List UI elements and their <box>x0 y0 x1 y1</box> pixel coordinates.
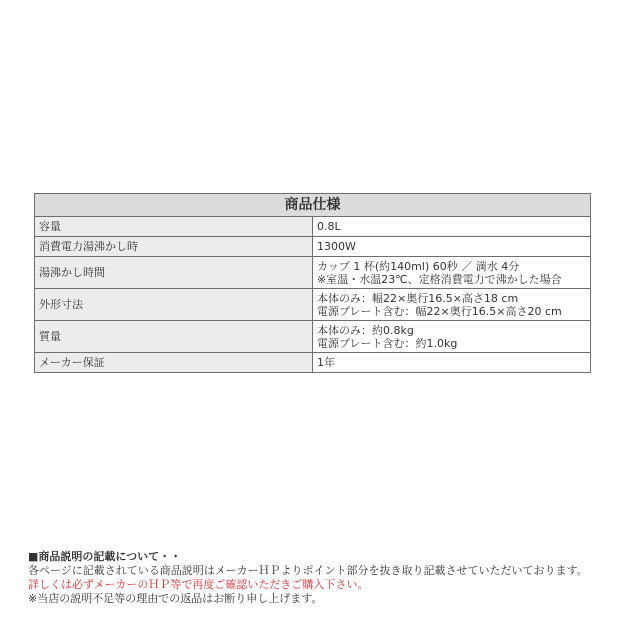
spec-value-warranty <box>313 353 591 373</box>
spec-value-boil-time <box>313 257 591 289</box>
spec-value-line: 本体のみ：約0.8kg <box>317 323 414 337</box>
spec-value-line: ※室温・水温23℃、定格消費電力で沸かした場合 <box>317 272 562 286</box>
spec-value-line: 電源プレート含む：幅22×奥行16.5×高さ20 cm <box>317 304 562 318</box>
spec-value-line: 1300W <box>317 240 356 253</box>
table-row <box>35 217 591 237</box>
notes-section <box>28 550 618 606</box>
table-row <box>35 353 591 373</box>
spec-value-line: 0.8L <box>317 220 341 233</box>
spec-value-weight <box>313 321 591 353</box>
notes-line-source: 各ページに記載されている商品説明はメーカーＨＰよりポイント部分を抜き取り記載させていただいております。 <box>28 564 588 577</box>
spec-value-line: カップ 1 杯(約140ml) 60秒 ／ 満水 4分 <box>317 259 520 273</box>
spec-label-capacity: 容量 <box>35 217 313 237</box>
spec-value-dimensions <box>313 289 591 321</box>
spec-value-power <box>313 237 591 257</box>
spec-table-title: 商品仕様 <box>35 194 591 217</box>
spec-label-dimensions: 外形寸法 <box>35 289 313 321</box>
table-row <box>35 237 591 257</box>
spec-label-boil-time: 湯沸かし時間 <box>35 257 313 289</box>
spec-label-warranty: メーカー保証 <box>35 353 313 373</box>
table-row <box>35 321 591 353</box>
spec-value-line: 1年 <box>317 356 335 369</box>
spec-value-capacity <box>313 217 591 237</box>
spec-label-power: 消費電力湯沸かし時 <box>35 237 313 257</box>
spec-value-line: 電源プレート含む：約1.0kg <box>317 336 458 350</box>
table-row <box>35 257 591 289</box>
notes-heading: ■商品説明の記載について・・ <box>28 550 182 563</box>
table-row <box>35 289 591 321</box>
notes-line-returns: ※当店の説明不足等の理由での返品はお断り申し上げます。 <box>28 592 323 605</box>
notes-line-warning: 詳しくは必ずメーカーのＨＰ等で再度ご確認いただきご購入下さい。 <box>28 578 369 591</box>
spec-table <box>34 193 591 373</box>
spec-label-weight: 質量 <box>35 321 313 353</box>
spec-value-line: 本体のみ：幅22×奥行16.5×高さ18 cm <box>317 291 519 305</box>
